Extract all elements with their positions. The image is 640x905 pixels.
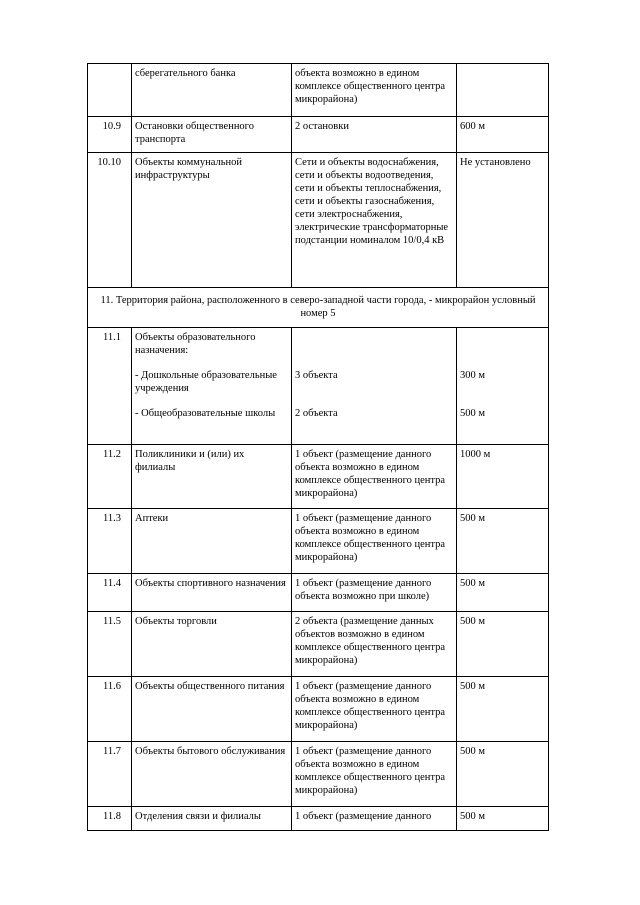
object-quantity: объекта возможно в едином комплексе общественного центра микрорайона) bbox=[292, 64, 457, 117]
row-number: 10.10 bbox=[88, 153, 132, 288]
object-quantity: 3 объекта bbox=[295, 370, 338, 381]
object-quantity-group bbox=[292, 328, 457, 445]
object-quantity: 2 объекта bbox=[295, 408, 338, 419]
row-number: 11.2 bbox=[88, 445, 132, 509]
object-quantity: 1 объект (размещение данного объекта возможно в едином комплексе общественного центра микрорайона) bbox=[292, 742, 457, 807]
table-row bbox=[88, 677, 549, 742]
section-header-row bbox=[88, 288, 549, 328]
accessibility-distance: 500 м bbox=[457, 574, 549, 612]
table-row bbox=[88, 807, 549, 831]
accessibility-distance: 300 м bbox=[460, 370, 486, 381]
accessibility-distance: 1000 м bbox=[457, 445, 549, 509]
object-name: Объекты коммунальной инфраструктуры bbox=[132, 153, 292, 288]
accessibility-distance: 600 м bbox=[457, 117, 549, 153]
object-quantity: 1 объект (размещение данного объекта возможно в едином комплексе общественного центра микрорайона) bbox=[292, 445, 457, 509]
table-row bbox=[88, 509, 549, 574]
object-name: Объекты общественного питания bbox=[132, 677, 292, 742]
object-subname: - Общеобразовательные школы bbox=[135, 408, 276, 419]
standards-table bbox=[87, 63, 549, 831]
object-quantity: 2 объекта (размещение данных объектов возможно в едином комплексе общественного центра микрорайона) bbox=[292, 612, 457, 677]
table-row bbox=[88, 117, 549, 153]
row-number: 11.6 bbox=[88, 677, 132, 742]
table-row bbox=[88, 742, 549, 807]
row-number: 11.4 bbox=[88, 574, 132, 612]
object-quantity: 1 объект (размещение данного объекта возможно в едином комплексе общественного центра микрорайона) bbox=[292, 677, 457, 742]
accessibility-distance: 500 м bbox=[460, 408, 486, 419]
object-name: Объекты бытового обслуживания bbox=[132, 742, 292, 807]
object-quantity: Сети и объекты водоснабжения, сети и объекты водоотведения, сети и объекты теплоснабжения, сети и объекты газоснабжения, сети электроснабжения, электрические трансформаторные подстанции номиналом 10/0,4 кВ bbox=[292, 153, 457, 288]
accessibility-distance: Не установлено bbox=[457, 153, 549, 288]
table-row bbox=[88, 612, 549, 677]
object-name: сберегательного банка bbox=[132, 64, 292, 117]
row-number: 10.9 bbox=[88, 117, 132, 153]
object-name-group bbox=[132, 328, 292, 445]
object-quantity: 2 остановки bbox=[292, 117, 457, 153]
object-name: Объекты торговли bbox=[132, 612, 292, 677]
row-number: 11.7 bbox=[88, 742, 132, 807]
object-name: Объекты спортивного назначения bbox=[132, 574, 292, 612]
accessibility-distance: 500 м bbox=[457, 742, 549, 807]
row-number: 11.5 bbox=[88, 612, 132, 677]
accessibility-distance: 500 м bbox=[457, 612, 549, 677]
object-name: Остановки общественного транспорта bbox=[132, 117, 292, 153]
object-quantity: 1 объект (размещение данного bbox=[292, 807, 457, 831]
object-name: Аптеки bbox=[132, 509, 292, 574]
object-name: Поликлиники и (или) их филиалы bbox=[132, 445, 292, 509]
table-row bbox=[88, 574, 549, 612]
object-subname: - Дошкольные образовательные учреждения bbox=[135, 370, 277, 394]
table-row bbox=[88, 153, 549, 288]
table-row bbox=[88, 445, 549, 509]
row-number: 11.1 bbox=[88, 328, 132, 445]
accessibility-distance: 500 м bbox=[457, 509, 549, 574]
table-row bbox=[88, 64, 549, 117]
accessibility-distance: 500 м bbox=[457, 807, 549, 831]
accessibility-distance: 500 м bbox=[457, 677, 549, 742]
table-row bbox=[88, 328, 549, 445]
accessibility-distance bbox=[457, 64, 549, 117]
row-number: 11.8 bbox=[88, 807, 132, 831]
section-title: 11. Территория района, расположенного в северо-западной части города, - микрорайон условный номер 5 bbox=[88, 288, 549, 328]
object-quantity: 1 объект (размещение данного объекта возможно в едином комплексе общественного центра микрорайона) bbox=[292, 509, 457, 574]
object-quantity: 1 объект (размещение данного объекта возможно при школе) bbox=[292, 574, 457, 612]
object-name: Отделения связи и филиалы bbox=[132, 807, 292, 831]
row-number: 11.3 bbox=[88, 509, 132, 574]
row-number bbox=[88, 64, 132, 117]
object-name: Объекты образовательного назначения: bbox=[135, 332, 256, 356]
accessibility-distance-group bbox=[457, 328, 549, 445]
